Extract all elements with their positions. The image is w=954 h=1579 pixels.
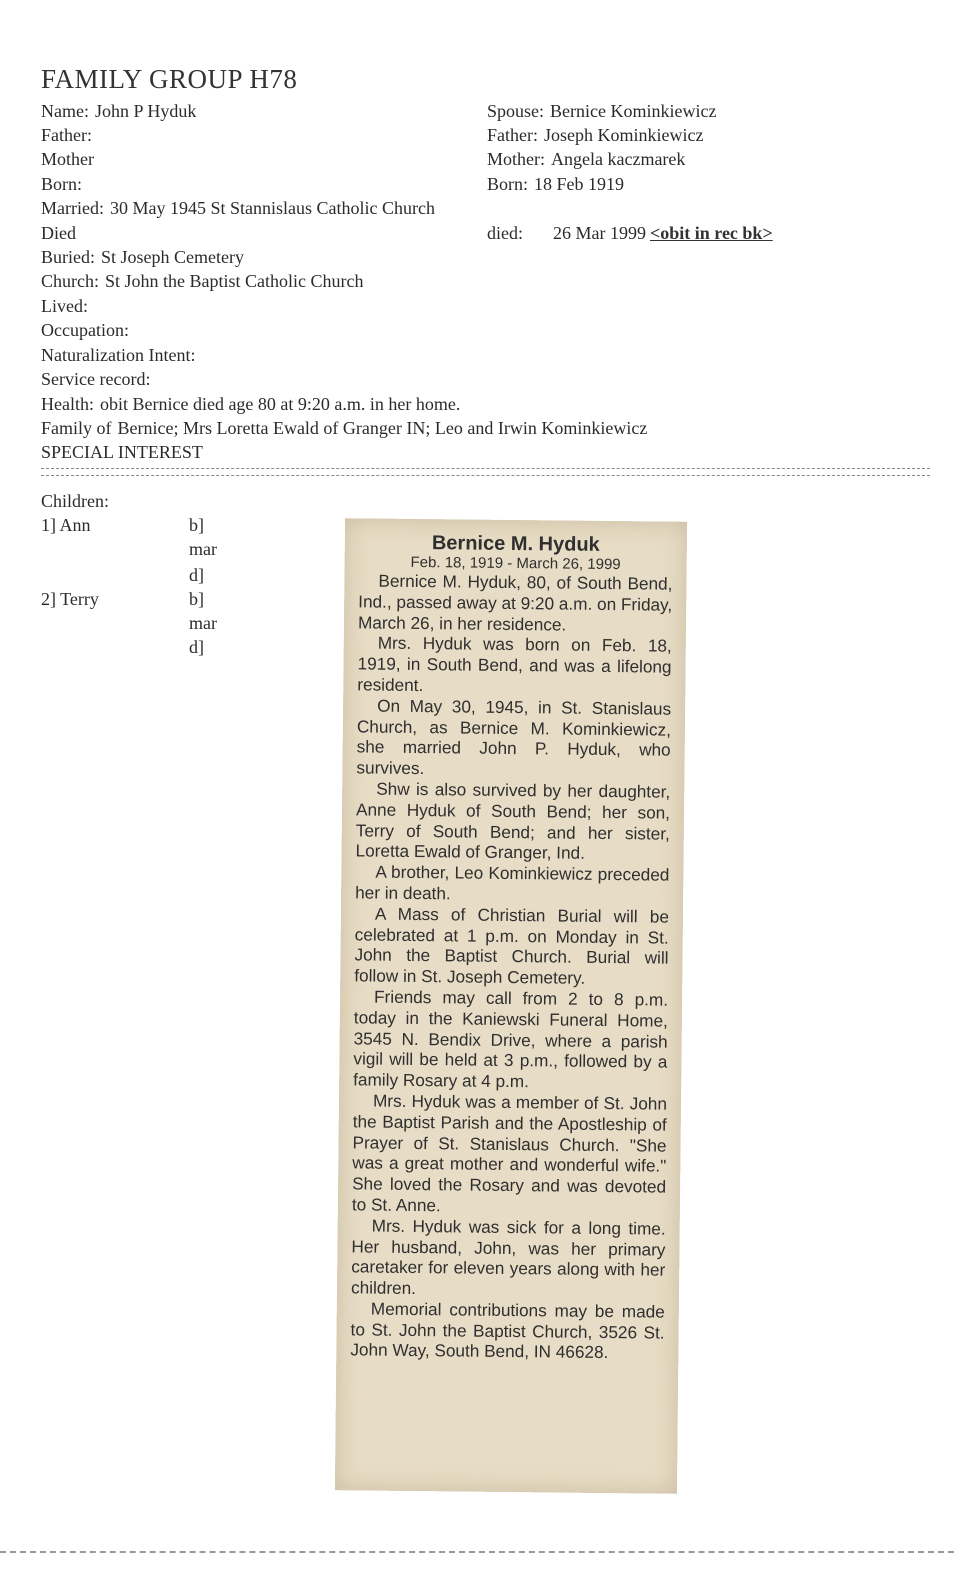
field-label: Naturalization Intent: (41, 345, 196, 365)
obituary-body (350, 570, 672, 1364)
field-label: Mother (41, 149, 94, 169)
field-value: St John the Baptist Catholic Church (105, 271, 364, 291)
obituary-paragraph: A Mass of Christian Burial will be celebrated at 1 p.m. on Monday in St. John the Baptist Church. Burial will follow in St. Joseph Cemetery. (354, 903, 670, 988)
obituary-paragraph: Shw is also survived by her daughter, Anne Hyduk of South Bend; her son, Terry of South Bend; and her sister, Loretta Ewald of Granger, Ind. (355, 778, 671, 864)
child-died-label: d] (189, 565, 204, 585)
obituary-paragraph: A brother, Leo Kominkiewicz preceded her in death. (355, 861, 670, 904)
children-heading: Children: (41, 491, 109, 511)
section-divider (41, 468, 930, 476)
obituary-paragraph: Mrs. Hyduk was born on Feb. 18, 1919, in South Bend, and was a lifelong resident. (357, 632, 672, 696)
spouse-mother-field (487, 148, 685, 170)
obituary-paragraph: Bernice M. Hyduk, 80, of South Bend, Ind., passed away at 9:20 a.m. on Friday, March 26, in her residence. (357, 570, 673, 635)
spouse-died-field (487, 222, 773, 244)
special-interest-heading (41, 441, 203, 463)
obituary-clipping (335, 518, 687, 1494)
field-value: Joseph Kominkiewicz (544, 125, 704, 145)
child-name: 1] Ann (41, 515, 91, 535)
service-record-field (41, 368, 156, 390)
field-value: 26 Mar 1999 (553, 223, 646, 243)
obituary-paragraph: Memorial contributions may be made to St. John the Baptist Church, 3526 St. John Way, South Bend, IN 46628. (350, 1298, 665, 1363)
page-title: FAMILY GROUP H78 (41, 64, 298, 94)
child-born-label: b] (189, 515, 204, 535)
lived-field (41, 295, 94, 317)
obituary-name: Bernice M. Hyduk (431, 532, 600, 556)
field-value: John P Hyduk (94, 101, 197, 121)
field-label: Family of (41, 418, 112, 438)
field-value: Bernice Kominkiewicz (550, 101, 717, 121)
field-value: Bernice; Mrs Loretta Ewald of Granger IN; Leo and Irwin Kominkiewicz (117, 418, 648, 438)
mother-field (41, 148, 100, 170)
field-label: Health: (41, 394, 94, 414)
child-married-label: mar (189, 613, 217, 633)
buried-field (41, 246, 244, 268)
obituary-paragraph: Mrs. Hyduk was a member of St. John the Baptist Parish and the Apostleship of Prayer of St. Stanislaus Church. "She was a great mother and wonderful wife." She loved the Rosary and was devoted to St. Anne. (351, 1090, 668, 1216)
father-field (41, 124, 98, 146)
field-label: Father: (487, 125, 538, 145)
field-label: Died (41, 223, 76, 243)
obituary-paragraph: On May 30, 1945, in St. Stanislaus Church, as Bernice M. Kominkiewicz, she married John P. Hyduk, who survives. (356, 695, 672, 779)
born-field (41, 173, 88, 195)
obituary-paragraph: Friends may call from 2 to 8 p.m. today in the Kaniewski Funeral Home, 3545 N. Bendix Drive, where a parish vigil will be held at 3 p.m., followed by a family Rosary at 4 p.m. (353, 986, 669, 1092)
field-value: St Joseph Cemetery (101, 247, 244, 267)
name-field (41, 100, 196, 122)
field-label: Service record: (41, 369, 151, 389)
field-label: Mother: (487, 149, 545, 169)
field-value: Angela kaczmarek (551, 149, 686, 169)
spouse-field (487, 100, 716, 122)
child-married-label: mar (189, 539, 217, 559)
field-label: Name: (41, 101, 89, 121)
field-label: Father: (41, 125, 92, 145)
family-of-field (41, 417, 647, 439)
church-field (41, 270, 364, 292)
spouse-father-field (487, 124, 703, 146)
occupation-field (41, 319, 135, 341)
field-label: Born: (487, 174, 529, 194)
health-field (41, 393, 460, 415)
child-died-label: d] (189, 637, 204, 657)
field-label: SPECIAL INTEREST (41, 442, 203, 462)
spouse-born-field (487, 173, 624, 195)
child-name: 2] Terry (41, 589, 99, 609)
died-field (41, 222, 82, 244)
field-label: Buried: (41, 247, 95, 267)
field-label: Lived: (41, 296, 88, 316)
field-label: Occupation: (41, 320, 129, 340)
naturalization-field (41, 344, 201, 366)
obit-link[interactable]: <obit in rec bk> (650, 223, 773, 243)
married-field (41, 197, 435, 219)
obituary-paragraph: Mrs. Hyduk was sick for a long time. Her husband, John, was her primary caretaker for eleven years along with her children. (350, 1215, 666, 1299)
field-label: Married: (41, 198, 104, 218)
field-label: Born: (41, 174, 83, 194)
child-born-label: b] (189, 589, 204, 609)
field-label: Spouse: (487, 101, 545, 121)
field-value: 18 Feb 1919 (534, 174, 625, 194)
field-label: died: (487, 223, 523, 243)
field-value: 30 May 1945 St Stannislaus Catholic Church (109, 198, 435, 218)
field-value: obit Bernice died age 80 at 9:20 a.m. in her home. (99, 394, 461, 414)
field-label: Church: (41, 271, 99, 291)
obituary-dates: Feb. 18, 1919 - March 26, 1999 (410, 553, 621, 574)
page-bottom-edge (0, 1551, 954, 1553)
